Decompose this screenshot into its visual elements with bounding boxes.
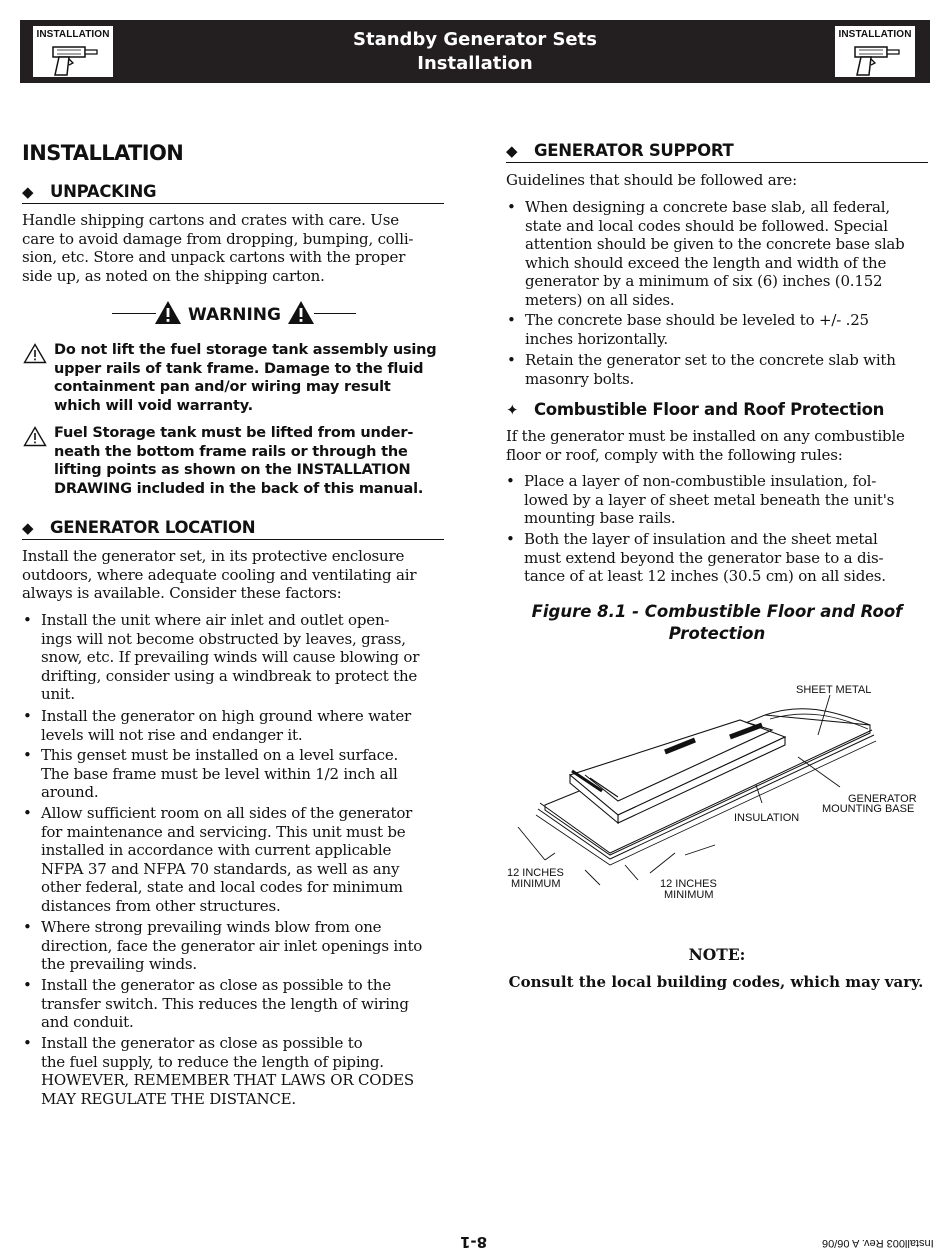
text-line: Both the layer of insulation and the sheet metal	[524, 530, 878, 548]
text-line: Install the generator as close as possible to	[41, 1034, 363, 1052]
text-line: Place a layer of non-combustible insulation, fol-	[524, 472, 877, 490]
header-title-line2: Installation	[417, 53, 533, 74]
location-intro	[22, 547, 444, 603]
text-line: mounting base rails.	[524, 509, 676, 528]
text-line: which will void warranty.	[54, 397, 253, 414]
text-line: drifting, consider using a windbreak to protect the	[41, 666, 418, 685]
text-line: sion, etc. Store and unpack cartons with the proper	[22, 248, 406, 267]
list-item: • Both the layer of insulation and the sheet metal must extend beyond the generator base to a dis- tance of at least 12 inches (30.5 cm) on all sides.	[524, 530, 928, 586]
note-text: Consult the local building codes, which may vary.	[508, 973, 924, 991]
badge-label: INSTALLATION	[838, 29, 912, 40]
label-12-inches-min-a: 12 INCHES	[507, 867, 564, 879]
revision-label: Install003 Rev. A 06/06	[822, 1237, 934, 1249]
text-line: Install the generator set, in its protective enclosure	[22, 547, 405, 565]
text-line: direction, face the generator air inlet openings into	[41, 936, 423, 955]
text-line: Install the generator as close as possible to the	[41, 976, 391, 994]
text-line: Where strong prevailing winds blow from one	[41, 918, 382, 936]
text-line: side up, as noted on the shipping carton.	[22, 266, 325, 285]
label-mounting-base: MOUNTING BASE	[822, 803, 915, 815]
text-line: transfer switch. This reduces the length of wiring	[41, 994, 409, 1013]
text-line: When designing a concrete base slab, all federal,	[525, 198, 890, 216]
list-item: • Retain the generator set to the concrete slab with masonry bolts.	[525, 351, 928, 388]
page-header-title	[20, 28, 930, 76]
label-12-inches-min-a: MINIMUM	[511, 878, 561, 890]
combustible-floor-diagram	[500, 675, 930, 905]
text-line: Allow sufficient room on all sides of the generator	[41, 804, 413, 822]
list-item: • Install the generator on high ground where water levels will not rise and endanger it.	[41, 707, 444, 744]
text-line: neath the bottom frame rails or through the	[54, 443, 408, 460]
list-item: • When designing a concrete base slab, all federal, state and local codes should be followed. Special attention should be given to the concrete base slab which should exceed the length and width of the generator by a minimum of six (6) inches (0.152 meters) on all sides.	[525, 198, 928, 310]
header-title-line1: Standby Generator Sets	[353, 29, 597, 50]
heading-unpacking	[22, 182, 444, 204]
heading-generator-support	[506, 141, 928, 163]
list-item: • This genset must be installed on a level surface. The base frame must be level within 1/2 inch all around.	[41, 746, 444, 802]
text-line: upper rails of tank frame. Damage to the fluid	[54, 360, 424, 377]
heading-location-text: GENERATOR LOCATION	[50, 518, 256, 537]
heading-generator-location	[22, 518, 444, 540]
list-item: • Install the generator as close as possible to the transfer switch. This reduces the length of wiring and conduit.	[41, 976, 444, 1032]
label-insulation: INSULATION	[734, 812, 800, 824]
heading-unpacking-text: UNPACKING	[50, 182, 157, 201]
text-line: Fuel Storage tank must be lifted from under-	[54, 425, 414, 441]
unpacking-paragraph	[22, 211, 444, 285]
heading-combustible-text: Combustible Floor and Roof Protection	[534, 400, 885, 419]
text-line: always is available. Consider these factors:	[22, 584, 342, 603]
text-line: which should exceed the length and width of the	[525, 253, 887, 272]
text-line: around.	[41, 783, 99, 802]
list-item: • Install the unit where air inlet and outlet open- ings will not become obstructed by leaves, grass, snow, etc. If prevailing winds will cause blowing or drifting, consider using a windbreak to protect the unit.	[41, 611, 444, 704]
text-line: and conduit.	[41, 1013, 134, 1032]
warning-rule-left	[112, 313, 156, 314]
heading-support-text: GENERATOR SUPPORT	[534, 141, 734, 160]
text-line: meters) on all sides.	[525, 290, 675, 309]
text-line: HOWEVER, REMEMBER THAT LAWS OR CODES	[41, 1071, 415, 1090]
text-line: other federal, state and local codes for minimum	[41, 878, 403, 897]
label-12-inches-min-b: 12 INCHES	[660, 878, 717, 890]
text-line: distances from other structures.	[41, 896, 281, 915]
section-title-installation: INSTALLATION	[22, 141, 184, 165]
text-line: containment pan and/or wiring may result	[54, 379, 391, 396]
text-line: snow, etc. If prevailing winds will cause blowing or	[41, 648, 420, 667]
warning-triangle-icon	[287, 300, 315, 325]
text-line: state and local codes should be followed. Special	[525, 216, 888, 235]
text-line: unit.	[41, 685, 75, 704]
star-icon: ✦	[506, 401, 519, 419]
diamond-icon: ◆	[22, 183, 34, 201]
label-12-inches-min-b: MINIMUM	[664, 889, 714, 901]
list-item: • Allow sufficient room on all sides of the generator for maintenance and servicing. This unit must be installed in accordance with current applicable NFPA 37 and NFPA 70 standards, as well as any other federal, state and local codes for minimum distances from other structures.	[41, 804, 444, 916]
text-line: Retain the generator set to the concrete slab with	[525, 351, 896, 369]
text-line: Handle shipping cartons and crates with care. Use	[22, 211, 399, 229]
text-line: levels will not rise and endanger it.	[41, 725, 303, 744]
badge-label: INSTALLATION	[36, 29, 110, 40]
text-line: Do not lift the fuel storage tank assembly using	[54, 342, 437, 358]
text-line: lowed by a layer of sheet metal beneath the unit's	[524, 490, 895, 509]
warning-title: WARNING	[188, 305, 281, 325]
text-line: the prevailing winds.	[41, 955, 197, 974]
text-line: Install the unit where air inlet and outlet open-	[41, 611, 390, 629]
label-sheet-metal: SHEET METAL	[796, 684, 872, 696]
warning-item	[54, 424, 449, 498]
text-line: DRAWING included in the back of this manual.	[54, 480, 424, 497]
figure-caption	[506, 601, 928, 645]
text-line: If the generator must be installed on any combustible	[506, 427, 905, 445]
text-line: attention should be given to the concrete base slab	[525, 235, 905, 254]
heading-combustible-floor	[506, 400, 928, 421]
list-item: • The concrete base should be leveled to +/- .25 inches horizontally.	[525, 311, 928, 348]
list-item: • Where strong prevailing winds blow from one direction, face the generator air inlet openings into the prevailing winds.	[41, 918, 444, 974]
text-line: The concrete base should be leveled to +/- .25	[525, 311, 869, 329]
note-heading: NOTE:	[688, 945, 746, 964]
caution-outline-icon	[23, 343, 47, 364]
support-intro: Guidelines that should be followed are:	[506, 171, 797, 189]
text-line: installed in accordance with current applicable	[41, 841, 392, 860]
drill-icon	[847, 41, 903, 77]
combustible-intro	[506, 427, 928, 464]
diamond-icon: ◆	[22, 519, 34, 537]
text-line: floor or roof, comply with the following rules:	[506, 445, 843, 464]
page-number: 8-1	[460, 1233, 488, 1251]
text-line: outdoors, where adequate cooling and ventilating air	[22, 565, 417, 584]
text-line: for maintenance and servicing. This unit must be	[41, 822, 406, 841]
text-line: care to avoid damage from dropping, bumping, colli-	[22, 229, 414, 248]
caption-line: Protection	[668, 624, 766, 643]
list-item: • Install the generator as close as possible to the fuel supply, to reduce the length of piping. HOWEVER, REMEMBER THAT LAWS OR CODES MAY REGULATE THE DISTANCE.	[41, 1034, 444, 1108]
page-header	[20, 20, 930, 83]
warning-rule-right	[314, 313, 356, 314]
text-line: lifting points as shown on the INSTALLATION	[54, 462, 411, 479]
diamond-icon: ◆	[506, 142, 518, 160]
text-line: The base frame must be level within 1/2 inch all	[41, 764, 398, 783]
caution-outline-icon	[23, 426, 47, 447]
text-line: the fuel supply, to reduce the length of piping.	[41, 1052, 384, 1071]
installation-badge-right	[834, 25, 916, 78]
text-line: Install the generator on high ground where water	[41, 707, 411, 725]
warning-triangle-icon	[154, 300, 182, 325]
text-line: tance of at least 12 inches (30.5 cm) on all sides.	[524, 567, 886, 586]
label-generator: GENERATOR	[848, 793, 917, 805]
text-line: ings will not become obstructed by leaves, grass,	[41, 629, 406, 648]
text-line: This genset must be installed on a level surface.	[41, 746, 399, 764]
caption-line: Figure 8.1 - Combustible Floor and Roof	[531, 602, 903, 621]
text-line: MAY REGULATE THE DISTANCE.	[41, 1089, 296, 1108]
text-line: generator by a minimum of six (6) inches (0.152	[525, 272, 883, 291]
text-line: masonry bolts.	[525, 369, 635, 388]
text-line: NFPA 37 and NFPA 70 standards, as well as any	[41, 859, 400, 878]
text-line: inches horizontally.	[525, 329, 668, 348]
warning-item	[54, 341, 449, 415]
text-line: must extend beyond the generator base to a dis-	[524, 548, 884, 567]
list-item: • Place a layer of non-combustible insulation, fol- lowed by a layer of sheet metal beneath the unit's mounting base rails.	[524, 472, 928, 528]
